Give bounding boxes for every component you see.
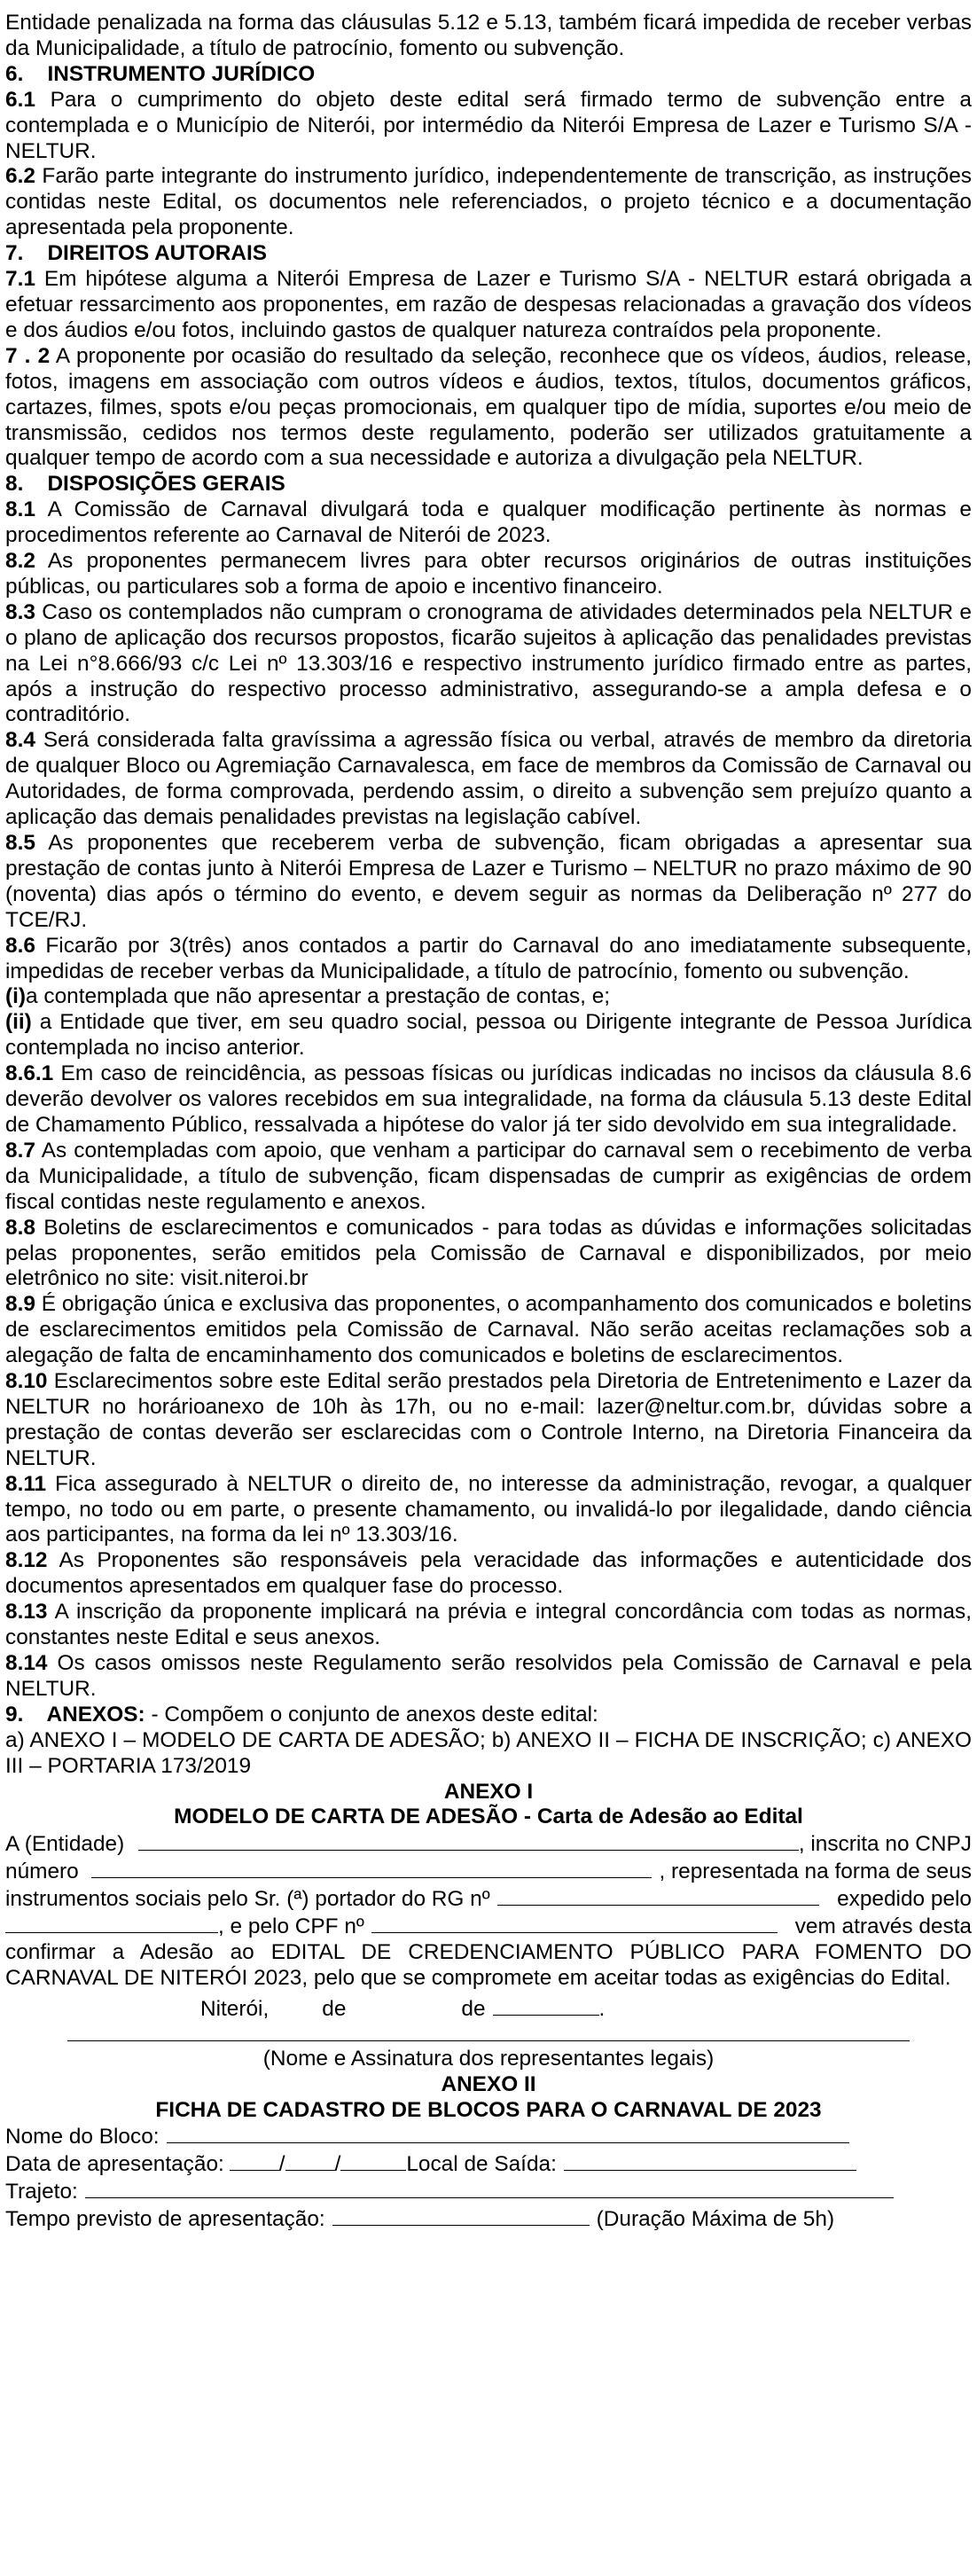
day-field[interactable] [230,2150,279,2171]
clause-text: A Comissão de Carnaval divulgará toda e qualquer modificação pertinente às normas e procedimentos referente ao Carnaval de Niterói de 2023. [5,497,972,548]
clause-number: 8.6 [5,933,35,958]
clause-number: (ii) [5,1010,32,1035]
clause-paragraph [5,1216,972,1293]
rg-field[interactable] [497,1885,819,1906]
block-name-label: Nome do Bloco: [5,2125,160,2149]
clause-number: 7 . 2 [5,343,51,368]
clause-text: Fica assegurado à NELTUR o direito de, no interesse da administração, revogar, a qualquer tempo, no todo ou em parte, o presente chamamento, ou invalidá-lo por ilegalidade, dando ciência aos participantes, na forma da lei nº 13.303/16. [5,1471,972,1547]
presentation-date-label: Data de apresentação: [5,2152,224,2177]
number-line [5,1858,972,1885]
clause-text: Caso os contemplados não cumpram o cronograma de atividades determinados pela NELTUR e o plano de aplicação dos recursos propostos, ficarão sujeitos à aplicação das penalidades previstas na Lei n°8.666/93 c/c Lei nº 13.303/16 e respectivo instrumento jurídico firmado entre as partes, após a instrução do respectivo processo administrativo, assegurando-se a ampla defesa e o contraditório. [5,599,972,727]
clause-text: A inscrição da proponente implicará na prévia e integral concordância com todas as normas, constantes neste Edital e seus anexos. [5,1600,972,1650]
clause-number: 9. ANEXOS: [5,1702,145,1726]
of-label-1: de [322,1996,347,2021]
clause-paragraph [5,934,972,985]
clause-paragraph [5,164,972,241]
issuer-field[interactable] [5,1913,218,1933]
duration-field[interactable] [332,2205,590,2226]
entity-line [5,1830,972,1858]
clause-paragraph [5,88,972,165]
clause-text: Em caso de reincidência, as pessoas físicas ou jurídicas indicadas no incisos da cláusula 8.6 deverão devolver os valores recebidos em sua integralidade, na forma da cláusula 5.13 deste Edital de Chamamento Público, ressalvada a hipótese do valor já ter sido devolvido em sua integralidade. [5,1061,972,1137]
duration-label: Tempo previsto de apresentação: [5,2207,325,2232]
clause-number: 8.5 [5,831,35,855]
block-name-line [5,2123,972,2150]
clause-paragraph [5,728,972,831]
presentation-date-line: Data de apresentação: / / Local de Saída: [5,2150,972,2178]
adhesion-text: confirmar a Adesão ao EDITAL DE CREDENCIAMENTO PÚBLICO PARA FOMENTO DO CARNAVAL DE NITERÓI 2023, pelo que se compromete em aceitar todas as exigências do Edital. [5,1939,972,1990]
number-field[interactable] [91,1858,653,1878]
represented-label: , representada na forma de seus [659,1860,972,1884]
clause-text: a Entidade que tiver, em seu quadro social, pessoa ou Dirigente integrante de Pessoa Jurídica contemplada no inciso anterior. [5,1010,972,1061]
annex-1-title: ANEXO I [443,1779,534,1804]
clause-text: a contemplada que não apresentar a prestação de contas, e; [26,984,611,1009]
clause-text: Esclarecimentos sobre este Edital serão prestados pela Diretoria de Entretenimento e Lazer da NELTUR no horárioanexo de 10h às 17h, ou no e-mail: lazer@neltur.com.br, dúvidas sobre a prestação de contas deverão ser esclarecidas com o Controle Interno, na Diretoria Financeira da NELTUR. [5,1369,972,1470]
rg-label: instrumentos sociais pelo Sr. (ª) portador do RG nº [5,1887,490,1912]
clause-paragraph [5,1703,972,1728]
annex-1-subtitle: MODELO DE CARTA DE ADESÃO - Carta de Adesão ao Edital [174,1805,803,1829]
clause-paragraph [5,984,972,1010]
clause-paragraph [5,1728,972,1780]
route-line [5,2178,972,2205]
clause-text: Será considerada falta gravíssima a agressão física ou verbal, através de membro da diretoria de qualquer Bloco ou Agremiação Carnavalesca, em face de membros da Comissão de Carnaval ou Autoridades, de forma comprovada, perdendo assim, o direito a subvenção sem prejuízo quanto a aplicação das demais penalidades previstas na legislação cabível. [5,728,972,830]
clause-paragraph [5,1369,972,1472]
entity-field[interactable] [138,1830,799,1851]
section-heading [5,62,972,88]
clause-number: 8.7 [5,1138,35,1163]
clause-text: Em hipótese alguma a Niterói Empresa de Lazer e Turismo S/A - NELTUR estará obrigada a efetuar ressarcimento aos proponentes, em razão de despesas relacionadas a gravação dos vídeos e dos áudios e/ou fotos, incluindo gastos de qualquer natureza contraídos pela proponente. [5,267,972,342]
edital-clauses [5,11,972,1780]
cpf-field[interactable] [371,1913,778,1933]
clause-paragraph [5,831,972,934]
clause-paragraph [5,267,972,344]
city-label: Niterói, [200,1996,270,2021]
clause-paragraph [5,1061,972,1139]
clause-paragraph [5,1548,972,1600]
rg-line [5,1885,972,1913]
clause-paragraph [5,549,972,600]
date-line: Niterói, de de . [200,1996,606,2021]
clause-text: Boletins de esclarecimentos e comunicados - para todas as dúvidas e informações solicitadas pelas proponentes, serão emitidos pela Comissão de Carnaval e disponibilizados, por meio eletrônico no site: visit.niteroi.br [5,1215,972,1291]
of-label-2: de [461,1996,486,2021]
route-field[interactable] [85,2178,894,2198]
clause-text: Entidade penalizada na forma das cláusulas 5.12 e 5.13, também ficará impedida de receber verbas da Municipalidade, a título de patrocínio, fomento ou subvenção. [5,11,972,60]
clause-text: Farão parte integrante do instrumento jurídico, independentemente de transcrição, as instruções contidas neste Edital, os documentos nele referenciados, o projeto técnico e a documentação apresentada pela proponente. [5,164,972,240]
route-label: Trajeto: [5,2180,78,2204]
clause-text: É obrigação única e exclusiva das proponentes, o acompanhamento dos comunicados e boletins de esclarecimentos emitidos pela Comissão de Carnaval. Não serão aceitas reclamações sob a alegação de falta de encaminhamento dos comunicados e boletins de esclarecimentos. [5,1292,972,1368]
clause-text: As proponentes permanecem livres para obter recursos originários de outras instituições públicas, ou particulares sob a forma de apoio e incentivo financeiro. [5,549,972,599]
signature-line[interactable] [67,2040,910,2041]
clause-number: 8.14 [5,1651,48,1675]
cpf-line [5,1913,972,1940]
clause-number: 8.11 [5,1471,47,1496]
annex-2-subtitle: FICHA DE CADASTRO DE BLOCOS PARA O CARNAVAL DE 2023 [155,2097,822,2122]
entity-label: A (Entidade) [5,1832,125,1857]
cpf-label: , e pelo CPF nº [218,1914,364,1939]
clause-number: 8.3 [5,599,35,624]
clause-paragraph [5,1472,972,1549]
duration-max-label: (Duração Máxima de 5h) [596,2207,835,2232]
clause-paragraph [5,344,972,473]
year-field[interactable] [493,1995,599,2016]
clause-paragraph [5,600,972,729]
issued-label: expedido pelo [837,1887,972,1912]
month-input-field[interactable] [285,2150,335,2171]
clause-text: Para o cumprimento do objeto deste edital será firmado termo de subvenção entre a contemplada e o Município de Niterói, por intermédio da Niterói Empresa de Lazer e Turismo S/A - NELTUR. [5,87,972,163]
cnpj-label: , inscrita no CNPJ [798,1832,972,1857]
clause-text: As contempladas com apoio, que venham a participar do carnaval sem o recebimento de verba da Municipalidade, a título de subvenção, ficam dispensadas de cumprir as exigências de ordem fiscal contidas neste regulamento e anexos. [5,1138,972,1214]
annex-2 [5,2072,972,2233]
clause-paragraph [5,1292,972,1369]
clause-number: 8.8 [5,1215,35,1240]
number-label: número [5,1860,79,1884]
through-label: vem através desta [794,1914,972,1939]
clause-number: 8.13 [5,1600,48,1625]
block-name-field[interactable] [167,2123,849,2143]
section-heading-text: 8. DISPOSIÇÕES GERAIS [5,472,285,497]
clause-number: 8.10 [5,1369,48,1394]
clause-text: Os casos omissos neste Regulamento serão resolvidos pela Comissão de Carnaval e pela NELTUR. [5,1651,972,1701]
clause-paragraph [5,1651,972,1703]
section-heading [5,472,972,497]
clause-number: 8.2 [5,549,35,574]
section-heading-text: 6. INSTRUMENTO JURÍDICO [5,61,316,86]
year-input-field[interactable] [340,2150,406,2171]
clause-number: 8.1 [5,497,35,522]
annex-2-title: ANEXO II [441,2071,536,2096]
clause-text: A proponente por ocasião do resultado da seleção, reconhece que os vídeos, áudios, release, fotos, imagens em associação com outros vídeos e áudios, textos, títulos, documentos gráficos, cartazes, filmes, spots e/ou peças promocionais, em qualquer tipo de mídia, suportes e/ou meio de transmissão, cedidos nos termos deste regulamento, poderão ser utilizados gratuitamente a qualquer tempo de acordo com a sua necessidade e autoriza a divulgação pela NELTUR. [5,343,972,471]
duration-line [5,2205,972,2233]
clause-paragraph [5,11,972,62]
clause-number: 6.1 [5,87,35,112]
clause-number: 8.12 [5,1548,48,1573]
section-heading-text: 7. DIREITOS AUTORAIS [5,241,267,266]
section-heading [5,241,972,267]
clause-text: As proponentes que receberem verba de subvenção, ficam obrigadas a apresentar sua prestação de contas junto à Niterói Empresa de Lazer e Turismo – NELTUR no prazo máximo de 90 (noventa) dias após o término do evento, e devem seguir as normas da Deliberação nº 277 do TCE/RJ. [5,831,972,932]
departure-field[interactable] [564,2150,856,2171]
clause-paragraph [5,1010,972,1061]
clause-number: 7.1 [5,267,35,292]
clause-text: - Compõem o conjunto de anexos deste edital: [145,1702,598,1726]
clause-number: 8.6.1 [5,1061,54,1086]
annex-1 [5,1780,972,2072]
clause-number: (i) [5,984,27,1009]
clause-number: 8.9 [5,1292,35,1317]
clause-number: 6.2 [5,164,35,189]
clause-paragraph [5,1600,972,1651]
signature-caption: (Nome e Assinatura dos representantes legais) [262,2046,715,2071]
clause-text: a) ANEXO I – MODELO DE CARTA DE ADESÃO; b) ANEXO II – FICHA DE INSCRIÇÃO; c) ANEXO III – PORTARIA 173/2019 [5,1727,972,1778]
clause-paragraph [5,497,972,549]
clause-text: As Proponentes são responsáveis pela veracidade das informações e autenticidade dos documentos apresentados em qualquer fase do processo. [5,1548,972,1599]
departure-label: Local de Saída: [406,2152,557,2177]
clause-paragraph [5,1139,972,1216]
clause-text: Ficarão por 3(três) anos contados a partir do Carnaval do ano imediatamente subsequente, impedidas de receber verbas da Municipalidade, a título de patrocínio, fomento ou subvenção. [5,933,972,983]
clause-number: 8.4 [5,728,35,753]
